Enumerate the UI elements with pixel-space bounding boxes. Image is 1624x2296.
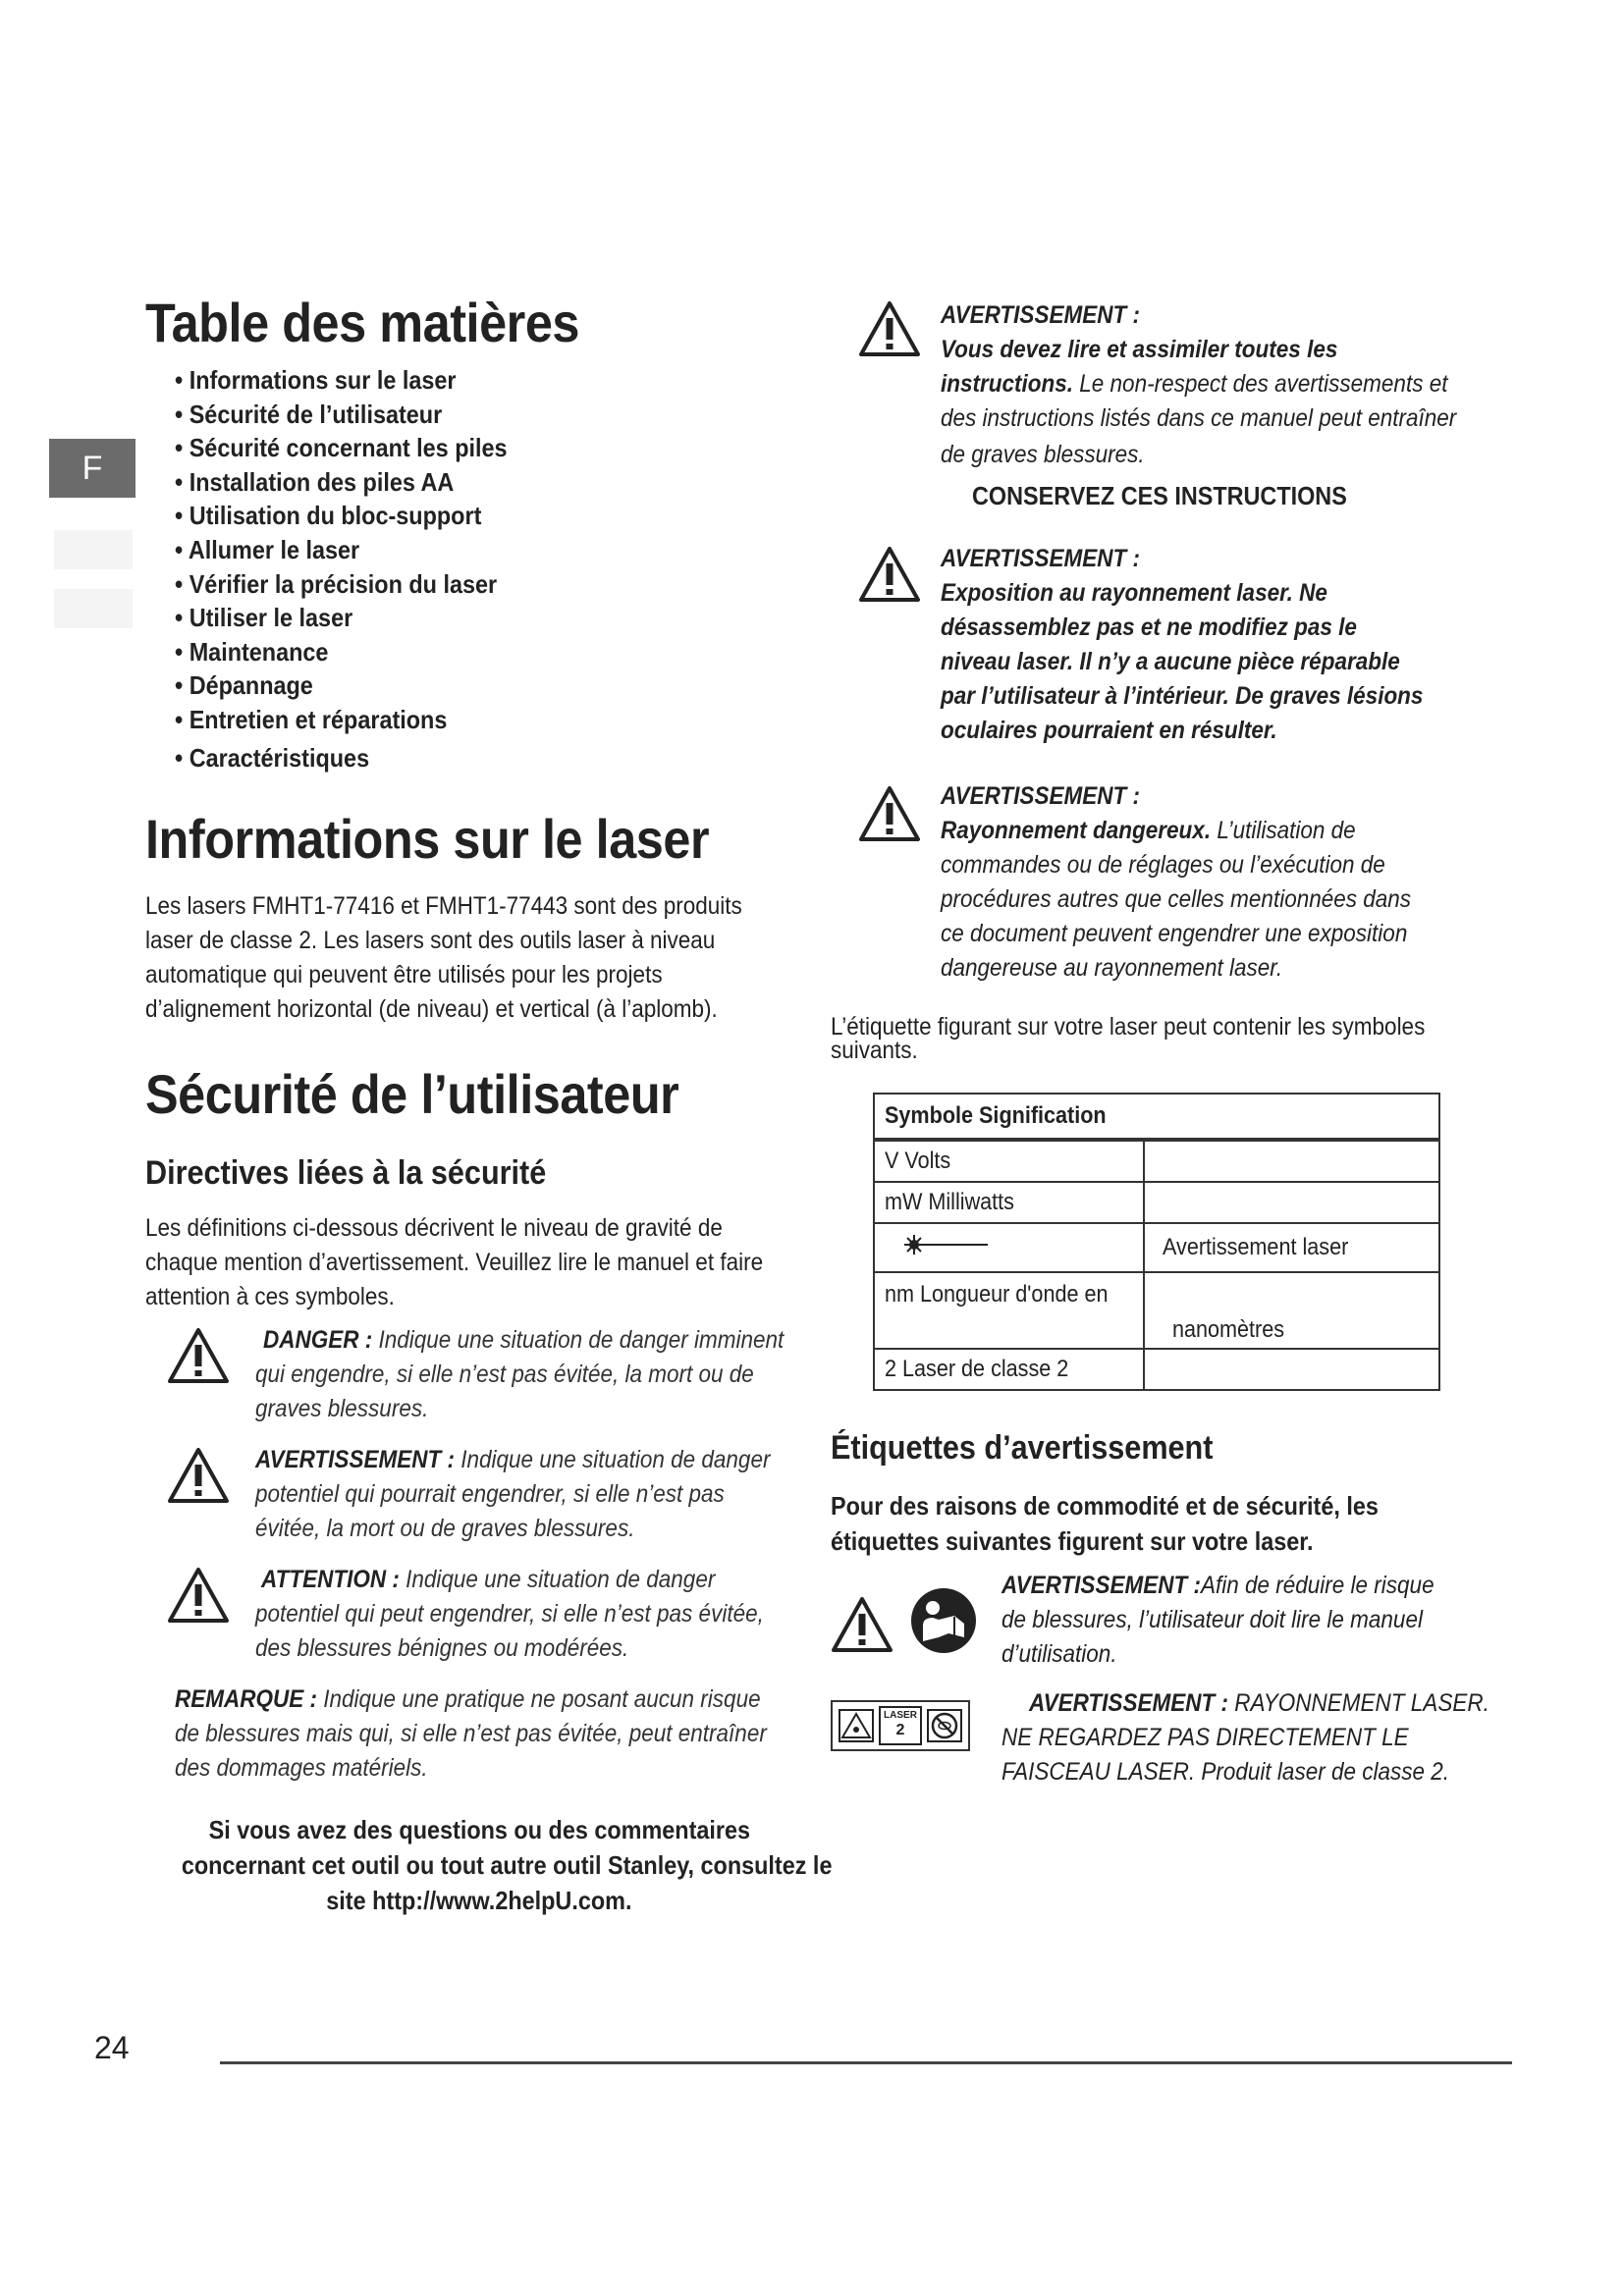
- toc-item[interactable]: • Vérifier la précision du laser: [175, 568, 498, 599]
- laser-class-badge: LASER 2: [879, 1706, 922, 1745]
- warning-labels-intro: Pour des raisons de commodité et de sécurité, les étiquettes suivantes figurent sur votre laser.: [831, 1491, 1379, 1556]
- language-tab: F: [49, 439, 135, 498]
- no-stare-icon: [927, 1709, 962, 1742]
- toc-item[interactable]: • Maintenance: [175, 636, 329, 667]
- laser-class-label: [831, 1700, 970, 1751]
- danger-definition: DANGER : Indique une situation de danger imminent qui engendre, si elle n’est pas évitée, la mort ou de graves blessures.: [255, 1326, 785, 1422]
- toc-item[interactable]: • Allumer le laser: [175, 534, 360, 564]
- table-row: Avertissement laser: [874, 1223, 1439, 1272]
- toc-list: [175, 363, 725, 774]
- symbols-intro: L’étiquette figurant sur votre laser peut contenir les symboles suivants.: [831, 1013, 1426, 1064]
- label-laser-radiation-text: AVERTISSEMENT : RAYONNEMENT LASER. NE REGARDEZ PAS DIRECTEMENT LE FAISCEAU LASER. Produit laser de classe 2.: [1001, 1689, 1489, 1786]
- symbols-table: [873, 1093, 1440, 1391]
- notice-definition: REMARQUE : Indique une pratique ne posant aucun risque de blessures mais qui, si elle n’est pas évitée, peut entraîner des dommages matériels.: [175, 1685, 767, 1782]
- table-row: mW Milliwatts: [874, 1182, 1439, 1223]
- warning-triangle-icon: [167, 1447, 230, 1504]
- toc-item[interactable]: • Utiliser le laser: [175, 603, 353, 633]
- warning-read-instructions: AVERTISSEMENT : Vous devez lire et assimiler toutes les instructions. Le non-respect des avertissements et des instructions listés dans ce manuel peut entraîner de graves blessures.: [941, 301, 1457, 468]
- footer-rule: [220, 2061, 1512, 2064]
- toc-item[interactable]: • Sécurité concernant les piles: [175, 433, 508, 463]
- toc-item[interactable]: • Sécurité de l’utilisateur: [175, 399, 443, 429]
- label-read-manual-text: AVERTISSEMENT :Afin de réduire le risque de blessures, l’utilisateur doit lire le manuel d’utilisation.: [1001, 1572, 1435, 1668]
- safety-intro: Les définitions ci-dessous décrivent le niveau de gravité de chaque mention d’avertissement. Veuillez lire le manuel et faire attention à ces symboles.: [145, 1214, 764, 1310]
- laser-warning-icon: [839, 1709, 874, 1742]
- table-row: 2 Laser de classe 2: [874, 1349, 1439, 1390]
- warning-read-instructions-icon: [858, 300, 921, 357]
- user-safety-title: Sécurité de l’utilisateur: [145, 1063, 679, 1125]
- read-manual-icon: [909, 1586, 978, 1655]
- laser-info-title: Informations sur le laser: [145, 808, 710, 870]
- warning-laser-exposure: AVERTISSEMENT : Exposition au rayonnement laser. Ne désassemblez pas et ne modifiez pas le niveau laser. Il n’y a aucune pièce réparable par l’utilisateur à l’intérieur. De graves lésions oculaires pourraient en résulter.: [941, 545, 1424, 744]
- contact-note: Si vous avez des questions ou des commentaires concernant cet outil ou tout autre outil Stanley, consultez le site http://www.2helpU.com.: [181, 1815, 833, 1915]
- symbols-table-header: Symbole Signification: [874, 1094, 1439, 1140]
- warning-hazardous-radiation: AVERTISSEMENT : Rayonnement dangereux. L’utilisation de commandes ou de réglages ou l’exécution de procédures autres que celles mentionnées dans ce document peuvent engendrer une exposition dangereuse au rayonnement laser.: [941, 782, 1412, 982]
- toc-item[interactable]: • Caractéristiques: [175, 742, 370, 773]
- toc-item[interactable]: • Dépannage: [175, 670, 313, 701]
- caution-definition: ATTENTION : Indique une situation de danger potentiel qui peut engendrer, si elle n’est pas évitée, des blessures bénignes ou modérées.: [255, 1566, 764, 1662]
- page-number: 24: [94, 2030, 130, 2065]
- table-row: V Volts: [874, 1140, 1439, 1182]
- laser-info-body: Les lasers FMHT1-77416 et FMHT1-77443 sont des produits laser de classe 2. Les lasers sont des outils laser à niveau automatique qui peuvent être utilisés pour les projets d’alignement horizontal (de niveau) et vertical (à l’aplomb).: [145, 892, 742, 1023]
- warning-definition: AVERTISSEMENT : Indique une situation de danger potentiel qui pourrait engendrer, si elle n’est pas évitée, la mort ou de graves blessures.: [255, 1446, 771, 1542]
- laser-beam-icon: [885, 1230, 993, 1259]
- warning-laser-exposure-icon: [858, 546, 921, 603]
- table-row: nm Longueur d'onde en nanomètres: [874, 1272, 1439, 1349]
- side-ghost-mark: [54, 530, 133, 569]
- danger-warning-icon: [167, 1327, 230, 1384]
- warning-labels-title: Étiquettes d’avertissement: [831, 1429, 1214, 1467]
- caution-triangle-icon: [167, 1567, 230, 1624]
- toc-item[interactable]: • Utilisation du bloc-support: [175, 501, 482, 531]
- keep-instructions: CONSERVEZ CES INSTRUCTIONS: [972, 481, 1347, 510]
- toc-title: Table des matières: [145, 292, 579, 353]
- toc-item[interactable]: • Installation des piles AA: [175, 466, 455, 497]
- warning-hazardous-radiation-icon: [858, 785, 921, 842]
- label-warning-triangle-icon: [831, 1596, 893, 1653]
- side-ghost-mark: [54, 589, 133, 628]
- toc-item[interactable]: • Informations sur le laser: [175, 365, 457, 395]
- safety-guidelines-subtitle: Directives liées à la sécurité: [145, 1154, 547, 1192]
- toc-item[interactable]: • Entretien et réparations: [175, 704, 448, 734]
